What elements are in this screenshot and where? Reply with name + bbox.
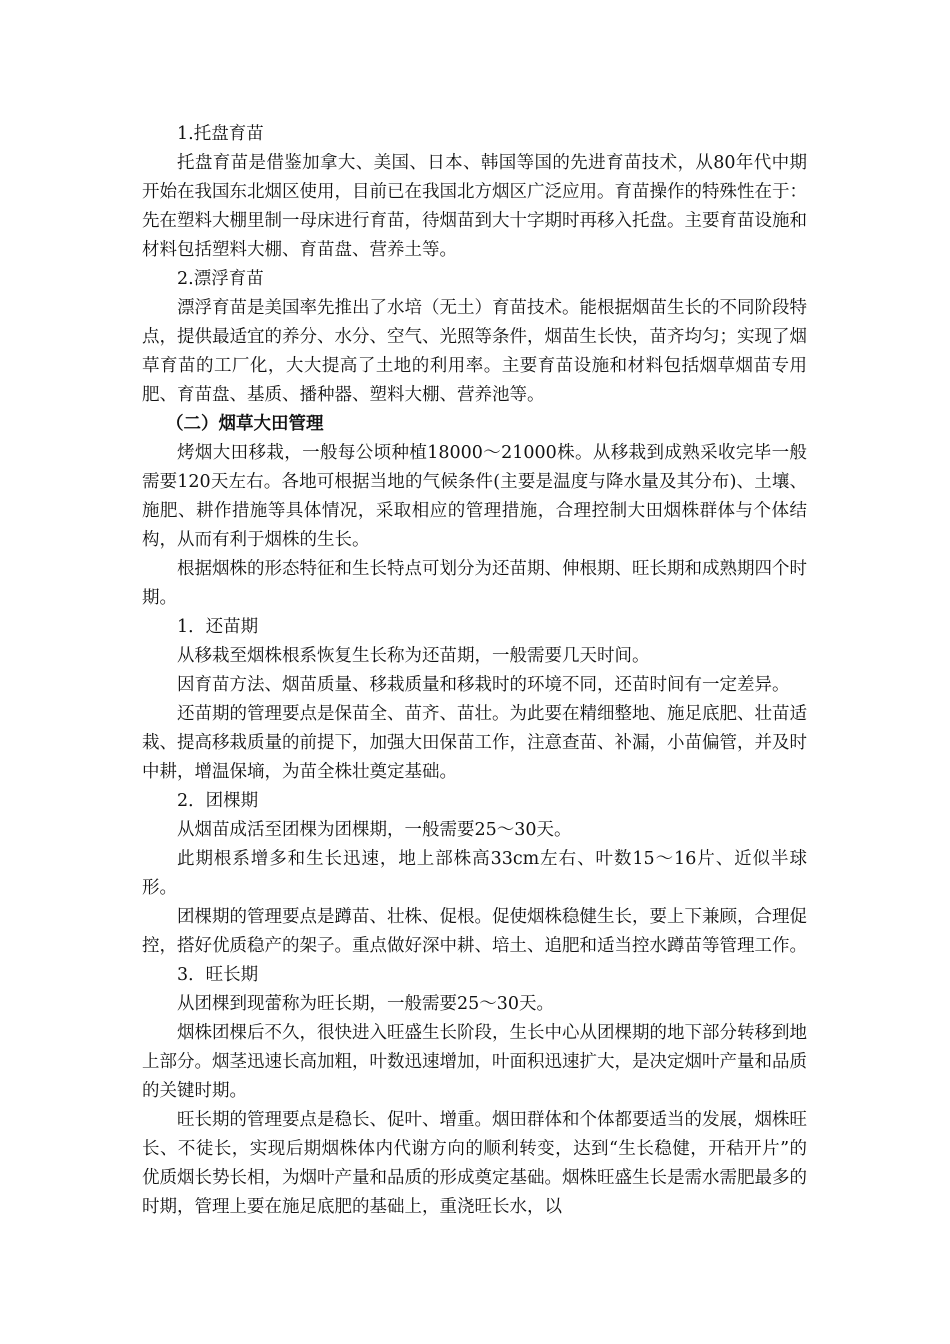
section-heading-rosette-stage: 2．团棵期 <box>177 791 259 811</box>
paragraph: 根据烟株的形态特征和生长特点可划分为还苗期、伸根期、旺长期和成熟期四个时期。 <box>142 559 807 608</box>
paragraph: 此期根系增多和生长迅速，地上部株高33cm左右、叶数15～16片、近似半球形。 <box>142 849 807 898</box>
paragraph: 从移栽至烟株根系恢复生长称为还苗期，一般需要几天时间。 <box>177 646 650 666</box>
document-body <box>142 120 807 1222</box>
paragraph: 托盘育苗是借鉴加拿大、美国、日本、韩国等国的先进育苗技术，从80年代中期开始在我国东北烟区使用，目前已在我国北方烟区广泛应用。育苗操作的特殊性在于：先在塑料大棚里制一母床进行育苗，待烟苗到大十字期时再移入托盘。主要育苗设施和材料包括塑料大棚、育苗盘、营养土等。 <box>142 153 807 260</box>
paragraph: 旺长期的管理要点是稳长、促叶、增重。烟田群体和个体都要适当的发展，烟株旺长、不徒长，实现后期烟株体内代谢方向的顺利转变，达到“生长稳健，开秸开片”的优质烟长势长相，为烟叶产量和品质的形成奠定基础。烟株旺盛生长是需水需肥最多的时期，管理上要在施足底肥的基础上，重浇旺长水，以 <box>142 1110 807 1217</box>
paragraph: 从烟苗成活至团棵为团棵期，一般需要25～30天。 <box>177 820 572 840</box>
section-heading-vigorous-growth-stage: 3．旺长期 <box>177 965 259 985</box>
paragraph: 烟株团棵后不久，很快进入旺盛生长阶段，生长中心从团棵期的地下部分转移到地上部分。烟茎迅速长高加粗，叶数迅速增加，叶面积迅速扩大，是决定烟叶产量和品质的关键时期。 <box>142 1023 807 1101</box>
paragraph: 烤烟大田移栽，一般每公顷种植18000～21000株。从移栽到成熟采收完毕一般需要120天左右。各地可根据当地的气候条件(主要是温度与降水量及其分布)、土壤、施肥、耕作措施等具体情况，采取相应的管理措施，合理控制大田烟株群体与个体结构，从而有利于烟株的生长。 <box>142 443 807 550</box>
paragraph: 还苗期的管理要点是保苗全、苗齐、苗壮。为此要在精细整地、施足底肥、壮苗适栽、提高移栽质量的前提下，加强大田保苗工作，注意查苗、补漏，小苗偏管，并及时中耕，增温保墒，为苗全株壮奠定基础。 <box>142 704 807 782</box>
section-heading-tray-seedling: 1.托盘育苗 <box>177 124 264 144</box>
paragraph: 团棵期的管理要点是蹲苗、壮株、促根。促使烟株稳健生长，要上下兼顾，合理促控，搭好优质稳产的架子。重点做好深中耕、培土、追肥和适当控水蹲苗等管理工作。 <box>142 907 807 956</box>
paragraph: 漂浮育苗是美国率先推出了水培（无土）育苗技术。能根据烟苗生长的不同阶段特点，提供最适宜的养分、水分、空气、光照等条件，烟苗生长快，苗齐均匀；实现了烟草育苗的工厂化，大大提高了土地的利用率。主要育苗设施和材料包括烟草烟苗专用肥、育苗盘、基质、播种器、塑料大棚、营养池等。 <box>142 298 807 405</box>
chapter-heading-field-management: （二）烟草大田管理 <box>166 414 324 434</box>
section-heading-floating-seedling: 2.漂浮育苗 <box>177 269 264 289</box>
paragraph: 因育苗方法、烟苗质量、移栽质量和移栽时的环境不同，还苗时间有一定差异。 <box>177 675 790 695</box>
section-heading-recovery-stage: 1．还苗期 <box>177 617 259 637</box>
paragraph: 从团棵到现蕾称为旺长期，一般需要25～30天。 <box>177 994 555 1014</box>
